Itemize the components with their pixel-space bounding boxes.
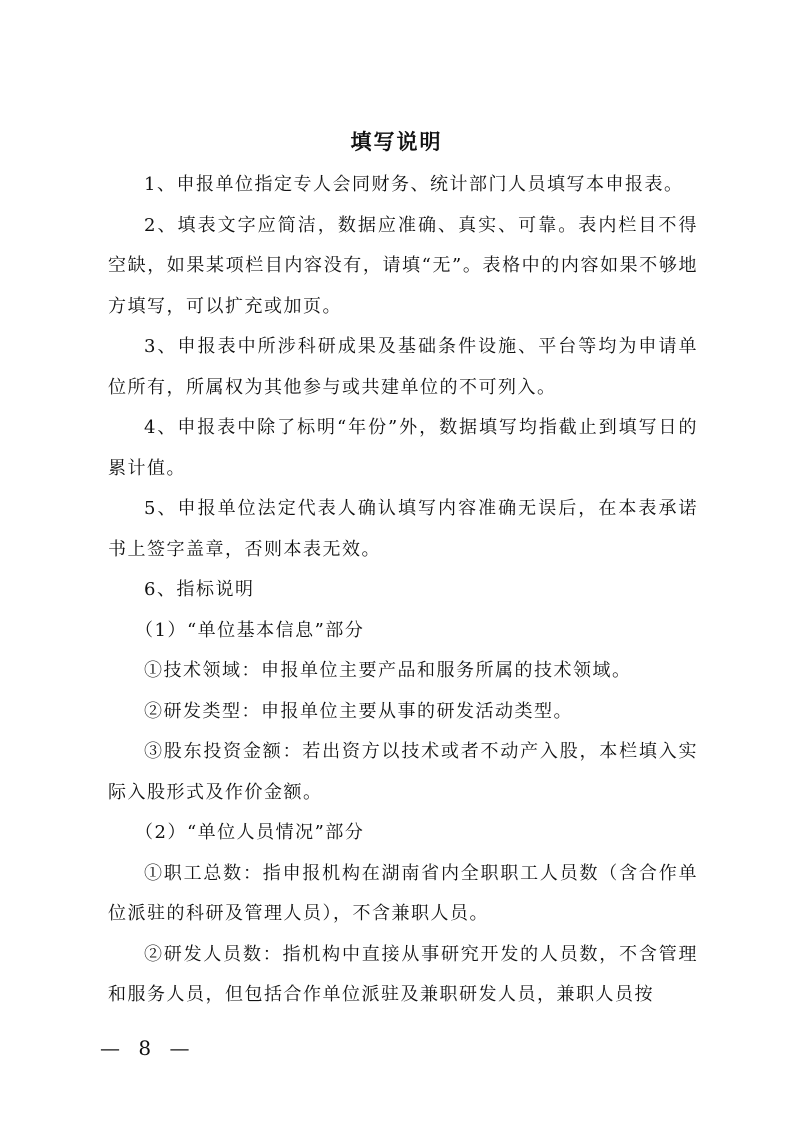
item-rd-staff: ②研发人员数：指机构中直接从事研究开发的人员数，不含管理和服务人员，但包括合作单位派驻及兼职研发人员，兼职人员按 (108, 943, 698, 1005)
item-shareholder-investment: ③股东投资金额：若出资方以技术或者不动产入股，本栏填入实际入股形式及作价金额。 (108, 741, 698, 803)
paragraph-1: 1、申报单位指定专人会同财务、统计部门人员填写本申报表。 (144, 174, 684, 195)
item-rd-type: ②研发类型：申报单位主要从事的研发活动类型。 (144, 700, 573, 722)
page-title: 填写说明 (350, 130, 443, 154)
section-2-heading: （2）“单位人员情况”部分 (135, 822, 365, 843)
paragraph-6-heading: 6、指标说明 (144, 579, 255, 600)
item-tech-field: ①技术领域：申报单位主要产品和服务所属的技术领域。 (144, 660, 632, 681)
section-1-heading: （1）“单位基本信息”部分 (135, 619, 365, 641)
instructions-body (108, 165, 698, 1016)
paragraph-5: 5、申报单位法定代表人确认填写内容准确无误后，在本表承诺书上签字盖章，否则本表无效。 (108, 498, 698, 560)
paragraph-4: 4、申报表中除了标明“年份”外，数据填写均指截止到填写日的累计值。 (108, 417, 698, 479)
paragraph-3: 3、申报表中所涉科研成果及基础条件设施、平台等均为申请单位所有，所属权为其他参与或共建单位的不可列入。 (108, 336, 698, 398)
page-number: — 8 — (100, 1036, 196, 1060)
item-total-staff: ①职工总数：指申报机构在湖南省内全职职工人员数（含合作单位派驻的科研及管理人员），不含兼职人员。 (108, 862, 698, 924)
paragraph-2: 2、填表文字应简洁，数据应准确、真实、可靠。表内栏目不得空缺，如果某项栏目内容没有，请填“无”。表格中的内容如果不够地方填写，可以扩充或加页。 (108, 214, 698, 317)
